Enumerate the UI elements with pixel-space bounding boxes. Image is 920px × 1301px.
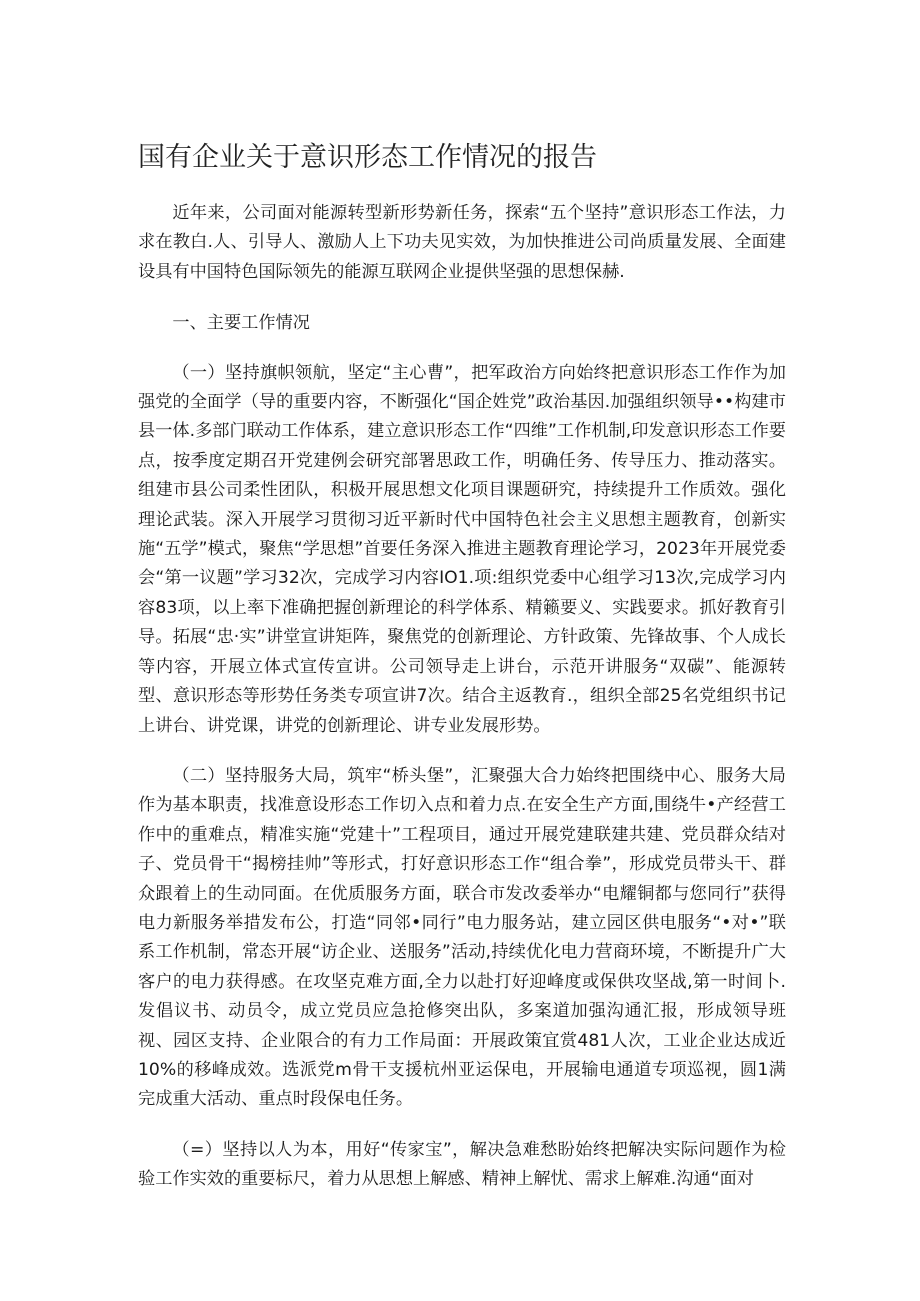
document-title: 国有企业关于意识形态工作情况的报告 (138, 142, 597, 173)
intro-paragraph: 近年来，公司面对能源转型新形势新任务，探索“五个坚持”意识形态工作法，力求在教白.人、引导人、激励人上下功夫见实效，为加快推进公司尚质量发展、全面建设具有中国特色国际领先的能源互联网企业提供坚强的思想保赫. (138, 203, 786, 282)
paragraph-section-3: （=）坚持以人为本，用好“传家宝”，解决急难愁盼始终把解决实际问题作为检验工作实效的重要标尺，着力从思想上解感、精神上解忧、需求上解难.沟通“面对 (138, 1139, 786, 1190)
paragraph-section-1: （一）坚持旗帜领航，坚定“主心曹”，把军政治方向始终把意识形态工作作为加强党的全面学（导的重要内容，不断强化“国企姓党”政治基因.加强组织领导••构建市县一体.多部门联动工作体系，建立意识形态工作“四维”工作机制,印发意识形态工作要点，按季度定期召开党建例会研究部署思政工作，明确任务、传导压力、推动落实。组建市县公司柔性团队，积极开展思想文化项目课题研究，持续提升工作质效。强化理论武装。深入开展学习贯彻习近平新时代中国特色社会主义思想主题教育，创新实施“五学”模式，聚焦“学思想”首要任务深入推进主题教育理论学习，2023年开展党委会“第一议题”学习32次，完成学习内容IO1.项:组织党委中心组学习13次,完成学习内容83项，以上率下准确把握创新理论的科学体系、精籁要义、实践要求。抓好教育引导。拓展“忠·实”讲堂宣讲矩阵，聚焦党的创新理论、方针政策、先锋故事、个人成长等内容，开展立体式宣传宣讲。公司领导走上讲台，示范开讲服务“双碳”、能源转型、意识形态等形势任务类专项宣讲7次。结合主返教育.，组织全部25名党组织书记上讲台、讲党课，讲党的创新理论、讲专业发展形势。 (138, 362, 786, 736)
paragraph-section-2: （二）坚持服务大局，筑牢“桥头堡”，汇聚强大合力始终把围绕中心、服务大局作为基本职责，找准意设形态工作切入点和着力点.在安全生产方面,围绕牛•产经营工作中的重难点，精准实施“党建十”工程项目，通过开展党建联建共建、党员群众结对子、党员骨干“揭榜挂帅”等形式，打好意识形态工作“组合拳”，形成党员带头干、群众跟着上的生动同面。在优质服务方面，联合市发改委举办“电耀铜都与您同行”获得电力新服务举措发布公，打造“同邻•同行”电力服务站，建立园区供电服务“•对•”联系工作机制，常态开展“访企业、送服务”活动,持续优化电力营商环境，不断提升广大客户的电力获得感。在攻坚克难方面,全力以赴打好迎峰度或保供攻坚战,第一时间卜.发倡议书、动员令，成立党员应急抢修突出队，多案道加强沟通汇报，形成领导班视、园区支持、企业限合的有力工作局面：开展政策宜赏481人次，工业企业达成近10%的移峰成效。选派党m骨干支援杭州亚运保电，开展输电通道专项巡视，圆1满完成重大活动、重点时段保电任务。 (138, 765, 786, 1110)
document-body (138, 199, 786, 1195)
section-heading: 一、主要工作情况 (172, 313, 310, 334)
